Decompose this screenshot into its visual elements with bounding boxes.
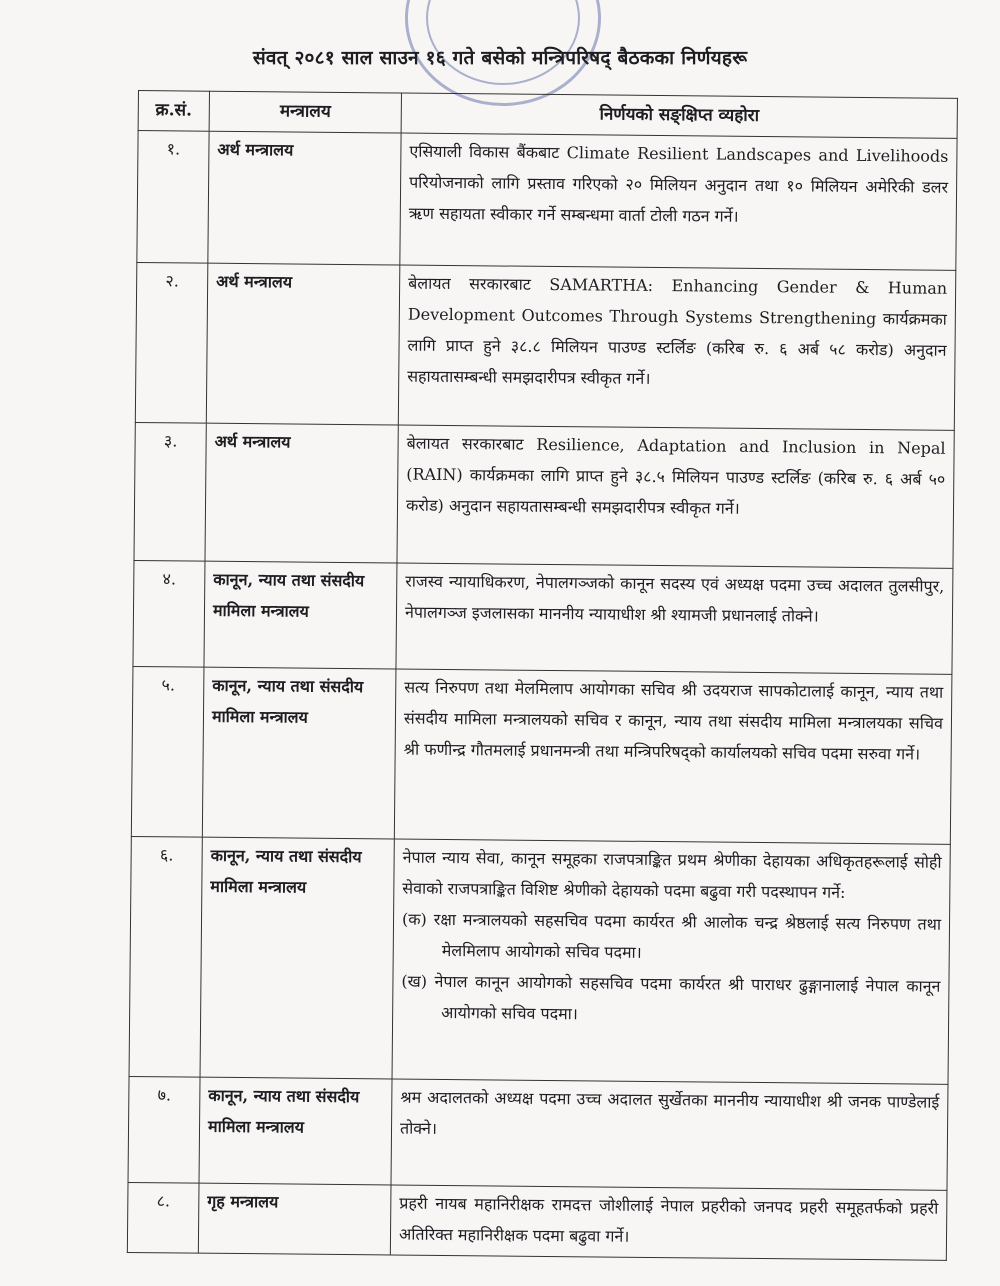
- header-serial-number: क्र.सं.: [138, 91, 209, 132]
- row-serial-number: ७.: [128, 1076, 200, 1183]
- row-ministry: अर्थ मन्त्रालय: [205, 423, 398, 563]
- header-ministry: मन्त्रालय: [209, 91, 401, 133]
- row-decision: श्रम अदालतको अध्यक्ष पदमा उच्च अदालत सुर्खेतका माननीय न्यायाधीश श्री जनक पाण्डेलाई तोक्ने।: [391, 1079, 948, 1190]
- row-serial-number: ८.: [127, 1182, 199, 1253]
- row-ministry: कानून, न्याय तथा संसदीय मामिला मन्त्रालय: [202, 667, 396, 839]
- row-decision-cell: [392, 839, 950, 1084]
- row-serial-number: ६.: [129, 836, 202, 1077]
- table-row: [137, 131, 957, 271]
- row-decision: नेपाल न्याय सेवा, कानून समूहका राजपत्राङ्कित प्रथम श्रेणीका देहायका अधिकृतहरूलाई सोही सेवाको राजपत्राङ्कित विशिष्ट श्रेणीको देहायको पदमा बढुवा गरी पदस्थापन गर्ने:: [402, 847, 942, 902]
- row-decision: एसियाली विकास बैंकबाट Climate Resilient Landscapes and Livelihoods परियोजनाको लागि प्रस्ताव गरिएको २० मिलियन अनुदान तथा १० मिलियन अमेरिकी डलर ऋण सहायता स्वीकार गर्ने सम्बन्धमा वार्ता टोली गठन गर्ने।: [400, 133, 957, 270]
- row-serial-number: ५.: [131, 666, 204, 837]
- row-decision: राजस्व न्यायाधिकरण, नेपालगञ्जको कानून सदस्य एवं अध्यक्ष पदमा उच्च अदालत तुलसीपुर, नेपालगञ्ज इजलासका माननीय न्यायाधीश श्री श्यामजी प्रधानलाई तोक्ने।: [396, 563, 953, 674]
- page-title: संवत् २०८१ साल साउन १६ गते बसेको मन्त्रिपरिषद् बैठकका निर्णयहरू: [252, 47, 748, 69]
- decision-sub-item: (ख) नेपाल कानून आयोगको सहसचिव पदमा कार्यरत श्री पाराधर ढुङ्गानालाई नेपाल कानून आयोगको सचिव पदमा।: [401, 971, 941, 1024]
- table-row: [133, 560, 953, 674]
- table-row: [129, 836, 950, 1084]
- row-serial-number: १.: [137, 131, 209, 264]
- row-decision: प्रहरी नायब महानिरीक्षक रामदत्त जोशीलाई नेपाल प्रहरीको जनपद प्रहरी समूहतर्फको प्रहरी अतिरिक्त महानिरीक्षक पदमा बढुवा गर्ने।: [390, 1185, 947, 1260]
- row-ministry: अर्थ मन्त्रालय: [208, 131, 401, 265]
- row-serial-number: २.: [135, 262, 208, 423]
- decision-sub-item: (क) रक्षा मन्त्रालयको सहसचिव पदमा कार्यरत श्री आलोक चन्द्र श्रेष्ठलाई सत्य निरुपण तथा मेलमिलाप आयोगको सचिव पदमा।: [401, 909, 942, 962]
- decisions-table: [127, 90, 958, 1261]
- table-row: [134, 422, 954, 568]
- table-row: [135, 262, 955, 430]
- row-ministry: अर्थ मन्त्रालय: [206, 263, 400, 425]
- table-row: [128, 1076, 948, 1190]
- row-serial-number: ३.: [134, 422, 206, 561]
- table-row: [127, 1182, 947, 1260]
- row-ministry: कानून, न्याय तथा संसदीय मामिला मन्त्रालय: [200, 837, 394, 1079]
- row-ministry: कानून, न्याय तथा संसदीय मामिला मन्त्रालय: [199, 1077, 392, 1185]
- row-decision: सत्य निरुपण तथा मेलमिलाप आयोगका सचिव श्री उदयराज सापकोटालाई कानून, न्याय तथा संसदीय मामिला मन्त्रालयको सचिव र कानून, न्याय तथा संसदीय मामिला मन्त्रालयका सचिव श्री फणीन्द्र गौतमलाई प्रधानमन्त्री तथा मन्त्रिपरिषद्को कार्यालयको सचिव पदमा सरुवा गर्ने।: [394, 669, 952, 844]
- row-ministry: कानून, न्याय तथा संसदीय मामिला मन्त्रालय: [204, 561, 397, 669]
- row-decision: बेलायत सरकारबाट Resilience, Adaptation and Inclusion in Nepal (RAIN) कार्यक्रमका लागि प्राप्त हुने ३८.५ मिलियन पाउण्ड स्टर्लिङ (करिब रु. ६ अर्ब ५० करोड) अनुदान सहायतासम्बन्धी समझदारीपत्र स्वीकृत गर्ने।: [397, 425, 954, 568]
- table-row: [131, 666, 952, 844]
- row-ministry: गृह मन्त्रालय: [198, 1183, 391, 1255]
- row-serial-number: ४.: [133, 560, 205, 667]
- header-decision-summary: निर्णयको सङ्क्षिप्त व्यहोरा: [401, 93, 957, 138]
- row-decision: बेलायत सरकारबाट SAMARTHA: Enhancing Gender & Human Development Outcomes Through Systems Strengthening कार्यक्रमका लागि प्राप्त हुने ३८.८ मिलियन पाउण्ड स्टर्लिङ (करिब रु. ६ अर्ब ५८ करोड) अनुदान सहायतासम्बन्धी समझदारीपत्र स्वीकृत गर्ने।: [398, 265, 956, 430]
